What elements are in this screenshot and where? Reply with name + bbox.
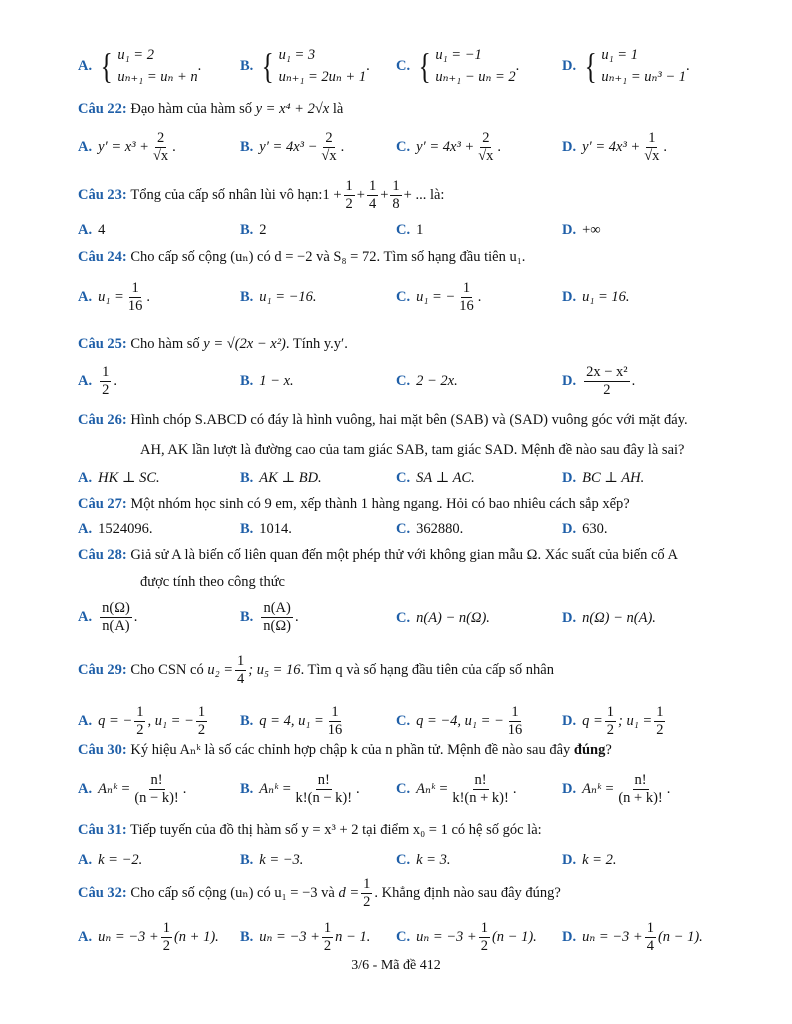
q21-option-c[interactable]: C. { u₁ = −1 uₙ₊₁ − uₙ = 2 . bbox=[396, 46, 520, 87]
q23-stem: Câu 23: Tổng của cấp số nhân lùi vô hạn: 1 + $\frac{1}{2}$ + $\frac{1}{4}$ + $\frac{1}{8}$ + ... là: bbox=[78, 178, 445, 212]
q28-options bbox=[0, 600, 792, 640]
q28-option-d[interactable]: D. n(Ω) − n(A). bbox=[562, 610, 656, 626]
q22-option-d[interactable]: D. y′ = 4x³ + $\frac{1}{√x}$ . bbox=[562, 130, 668, 164]
q30-option-c[interactable]: C. Aₙᵏ = $\frac{n!}{k!(n + k)!}$ . bbox=[396, 772, 517, 806]
q25-option-a[interactable]: A. $\frac{1}{2}$ . bbox=[78, 364, 117, 398]
q21-options bbox=[0, 44, 792, 87]
q26-stem-cont: AH, AK lần lượt là đường cao của tam giác SAB, tam giác SAD. Mệnh đề nào sau đây là sai? bbox=[140, 442, 685, 458]
q24-option-d[interactable]: D. u₁ = 16. bbox=[562, 289, 630, 305]
q30-option-a[interactable]: A. Aₙᵏ = $\frac{n!}{(n - k)!}$ . bbox=[78, 772, 187, 806]
q21-option-b[interactable]: B. { u₁ = 3 uₙ₊₁ = 2uₙ + 1 . bbox=[240, 46, 370, 87]
q29-option-b[interactable]: B. q = 4, u₁ = $\frac{1}{16}$ bbox=[240, 704, 343, 738]
page-footer: 3/6 - Mã đề 412 bbox=[351, 958, 441, 973]
q27-option-d[interactable]: D. 630. bbox=[562, 521, 608, 537]
q26-option-b[interactable]: B. AK ⊥ BD. bbox=[240, 470, 322, 486]
q23-option-b[interactable]: B. 2 bbox=[240, 222, 267, 238]
q30-options bbox=[0, 772, 792, 812]
q30-option-d[interactable]: D. Aₙᵏ = $\frac{n!}{(n + k)!}$ . bbox=[562, 772, 671, 806]
q28-option-b[interactable]: B. $\frac{n(A)}{n(\Omega)}$ . bbox=[240, 600, 299, 634]
q23-option-d[interactable]: D. +∞ bbox=[562, 222, 601, 238]
q22-options bbox=[0, 130, 792, 170]
q32-options bbox=[0, 920, 792, 960]
q25-stem: Câu 25: Cho hàm số y = √(2x − x²). Tính y.y′. bbox=[78, 336, 348, 352]
q32-option-d[interactable]: D. uₙ = −3 + $\frac{1}{4}$ (n − 1). bbox=[562, 920, 703, 954]
q28-option-a[interactable]: A. $\frac{n(\Omega)}{n(A)}$ . bbox=[78, 600, 138, 634]
q24-stem: Câu 24: Cho cấp số cộng (uₙ) có d = −2 và S₈ = 72. Tìm số hạng đầu tiên u₁. bbox=[78, 249, 526, 265]
q26-option-d[interactable]: D. BC ⊥ AH. bbox=[562, 470, 645, 486]
q26-option-a[interactable]: A. HK ⊥ SC. bbox=[78, 470, 160, 486]
q26-stem: Câu 26: Hình chóp S.ABCD có đáy là hình vuông, hai mặt bên (SAB) và (SAD) vuông góc với mặt đáy. bbox=[78, 412, 688, 428]
q32-stem: Câu 32: Cho cấp số cộng (uₙ) có u₁ = −3 và d = $\frac{1}{2}$ . Khẳng định nào sau đây đúng? bbox=[78, 876, 561, 910]
q31-stem: Câu 31: Tiếp tuyến của đồ thị hàm số y = x³ + 2 tại điểm x₀ = 1 có hệ số góc là: bbox=[78, 822, 542, 838]
q24-options bbox=[0, 280, 792, 320]
q23-option-c[interactable]: C. 1 bbox=[396, 222, 424, 238]
q27-stem: Câu 27: Một nhóm học sinh có 9 em, xếp thành 1 hàng ngang. Hỏi có bao nhiêu cách sắp xếp? bbox=[78, 496, 630, 512]
q23-option-a[interactable]: A. 4 bbox=[78, 222, 106, 238]
q24-option-a[interactable]: A. u₁ = $\frac{1}{16}$ . bbox=[78, 280, 150, 314]
q29-option-c[interactable]: C. q = −4, u₁ = − $\frac{1}{16}$ bbox=[396, 704, 523, 738]
q22-option-c[interactable]: C. y′ = 4x³ + $\frac{2}{√x}$ . bbox=[396, 130, 502, 164]
q22-option-b[interactable]: B. y′ = 4x³ − $\frac{2}{√x}$ . bbox=[240, 130, 345, 164]
q31-option-d[interactable]: D. k = 2. bbox=[562, 852, 617, 868]
q27-option-a[interactable]: A. 1524096. bbox=[78, 521, 153, 537]
q22-stem: Câu 22: Đạo hàm của hàm số y = x⁴ + 2√x là bbox=[78, 101, 344, 117]
q24-option-c[interactable]: C. u₁ = − $\frac{1}{16}$ . bbox=[396, 280, 482, 314]
q29-option-a[interactable]: A. q = − $\frac{1}{2}$ , u₁ = − $\frac{1}{2}$ bbox=[78, 704, 206, 738]
q26-option-c[interactable]: C. SA ⊥ AC. bbox=[396, 470, 475, 486]
q21-option-d[interactable]: D. { u₁ = 1 uₙ₊₁ = uₙ³ − 1 . bbox=[562, 46, 690, 87]
q25-options bbox=[0, 364, 792, 404]
q29-option-d[interactable]: D. q = $\frac{1}{2}$ ; u₁ = $\frac{1}{2}$ bbox=[562, 704, 664, 738]
q30-stem: Câu 30: Ký hiệu Aₙᵏ là số các chỉnh hợp chập k của n phần tử. Mệnh đề nào sau đây đúng? bbox=[78, 742, 612, 758]
q32-option-b[interactable]: B. uₙ = −3 + $\frac{1}{2}$ n − 1. bbox=[240, 920, 371, 954]
q24-option-b[interactable]: B. u₁ = −16. bbox=[240, 289, 317, 305]
q31-option-c[interactable]: C. k = 3. bbox=[396, 852, 451, 868]
q32-option-c[interactable]: C. uₙ = −3 + $\frac{1}{2}$ (n − 1). bbox=[396, 920, 537, 954]
q31-option-a[interactable]: A. k = −2. bbox=[78, 852, 143, 868]
q25-option-b[interactable]: B. 1 − x. bbox=[240, 373, 294, 389]
q30-option-b[interactable]: B. Aₙᵏ = $\frac{n!}{k!(n - k)!}$ . bbox=[240, 772, 360, 806]
q28-option-c[interactable]: C. n(A) − n(Ω). bbox=[396, 610, 490, 626]
q28-stem: Câu 28: Giả sử A là biến cố liên quan đến một phép thử với không gian mẫu Ω. Xác suất của biến cố A bbox=[78, 547, 678, 563]
q32-option-a[interactable]: A. uₙ = −3 + $\frac{1}{2}$ (n + 1). bbox=[78, 920, 219, 954]
q29-options bbox=[0, 704, 792, 744]
q21-option-a[interactable]: A. { u₁ = 2 uₙ₊₁ = uₙ + n . bbox=[78, 46, 202, 87]
q28-stem-cont: được tính theo công thức bbox=[140, 574, 285, 590]
q27-option-b[interactable]: B. 1014. bbox=[240, 521, 292, 537]
q22-option-a[interactable]: A. y′ = x³ + $\frac{2}{√x}$ . bbox=[78, 130, 176, 164]
q25-option-d[interactable]: D. $\frac{\text{2x − x²}}{2}$ . bbox=[562, 364, 636, 398]
q29-stem: Câu 29: Cho CSN có u₂ = $\frac{1}{4}$ ; u₅ = 16 . Tìm q và số hạng đầu tiên của cấp số nhân bbox=[78, 653, 554, 687]
q25-option-c[interactable]: C. 2 − 2x. bbox=[396, 373, 458, 389]
q27-option-c[interactable]: C. 362880. bbox=[396, 521, 464, 537]
q31-option-b[interactable]: B. k = −3. bbox=[240, 852, 304, 868]
